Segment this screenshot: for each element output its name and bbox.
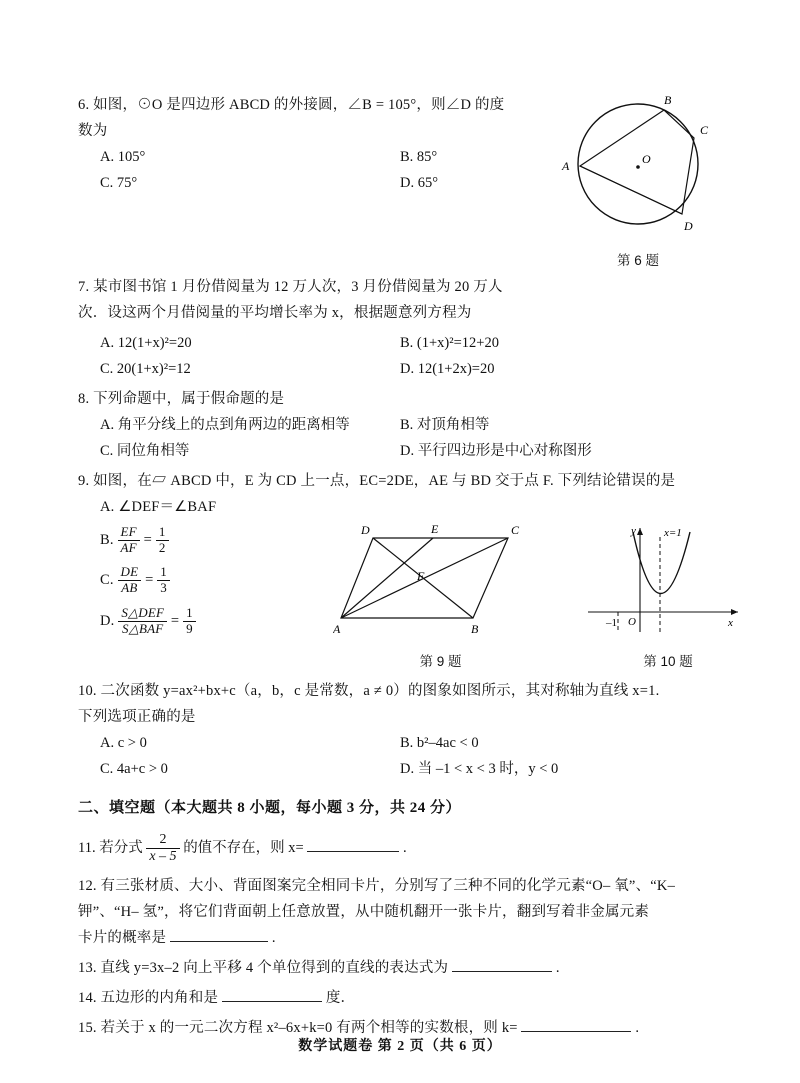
q10-option-b[interactable]: B. b²–4ac < 0 — [400, 735, 479, 751]
q11-fraction: $\frac{2}{x - 5}$ — [146, 832, 179, 865]
svg-text:B: B — [471, 622, 479, 636]
svg-text:O: O — [642, 152, 651, 166]
q7-options-row2 — [78, 356, 722, 382]
question-14 — [78, 985, 722, 1011]
figure-question-9 — [333, 520, 548, 669]
q8-option-b[interactable]: B. 对顶角相等 — [400, 417, 490, 433]
q6-option-b[interactable]: B. 85° — [400, 149, 438, 165]
q9-option-b-value: $\frac{1}{2}$ — [156, 525, 169, 556]
q9-option-b[interactable]: B. $\frac{EF}{AF}$ = $\frac{1}{2}$ — [78, 520, 722, 560]
q11-suffix: 的值不存在，则 x= — [183, 840, 304, 856]
svg-text:x: x — [728, 617, 733, 629]
q7-stem-line1: 7. 某市图书馆 1 月份借阅量为 12 万人次，3 月份借阅量为 20 万人 — [78, 279, 503, 295]
parallelogram-diagram — [333, 520, 548, 645]
q8-options-row1 — [78, 412, 722, 438]
q6-stem-line2: 数为 — [78, 123, 108, 139]
q8-options-row2 — [78, 438, 722, 464]
page-content — [78, 92, 733, 1045]
q9-option-a[interactable]: A. ∠DEF＝∠BAF — [100, 499, 217, 515]
q9-option-d-fraction: $\frac{\text{S△DEF}}{\text{S△BAF}}$ — [118, 606, 167, 637]
q14-answer-blank[interactable] — [222, 985, 322, 1002]
q10-stem-line1: 10. 二次函数 y=ax²+bx+c（a，b，c 是常数，a ≠ 0）的图象如图所示，其对称轴为直线 x=1. — [78, 683, 660, 699]
q11-prefix: 11. 若分式 — [78, 840, 143, 856]
svg-text:E: E — [431, 522, 439, 536]
q8-option-c[interactable]: C. 同位角相等 — [100, 443, 190, 459]
q6-stem-line1: 6. 如图，⊙O 是四边形 ABCD 的外接圆，∠B = 105°，则∠D 的度 — [78, 97, 505, 113]
question-10 — [78, 678, 722, 782]
svg-text:–1: –1 — [606, 617, 617, 629]
q15-answer-blank[interactable] — [521, 1015, 631, 1032]
q9-option-d[interactable]: D. $\frac{\text{S△DEF}}{\text{S△BAF}}$ = $\frac{1}{9}$ — [78, 600, 722, 642]
q9-option-c[interactable]: C. $\frac{DE}{AB}$ = $\frac{1}{3}$ — [78, 560, 722, 600]
q6-option-d[interactable]: D. 65° — [400, 175, 439, 191]
question-9 — [78, 468, 733, 669]
page-footer: 数学试题卷 第 2 页（共 6 页） — [298, 1039, 502, 1054]
question-6 — [78, 92, 722, 270]
q7-option-a[interactable]: A. 12(1+x)²=20 — [100, 335, 192, 351]
q11-answer-blank[interactable] — [307, 835, 399, 852]
question-7-options — [78, 330, 722, 382]
q12-line1: 12. 有三张材质、大小、背面图案完全相同卡片，分别写了三种不同的化学元素“O– 氧”、“K– — [78, 878, 676, 894]
q10-stem-line2: 下列选项正确的是 — [78, 709, 196, 725]
svg-text:F: F — [417, 569, 425, 583]
q12-line3: 卡片的概率是 . — [78, 925, 722, 951]
q13-line1: 13. 直线 y=3x–2 向上平移 4 个单位得到的直线的表达式为 . — [78, 955, 722, 981]
svg-text:A: A — [333, 622, 341, 636]
section-fill-blank-title: 二、填空题（本大题共 8 小题，每小题 3 分，共 24 分） — [78, 800, 462, 816]
q9-option-b-fraction: $\frac{EF}{AF}$ — [118, 525, 140, 556]
q8-option-a[interactable]: A. 角平分线上的点到角两边的距离相等 — [100, 417, 350, 433]
q7-options-row1 — [78, 330, 722, 356]
svg-text:C: C — [511, 523, 520, 537]
q10-figure-caption: 第 10 题 — [643, 654, 693, 669]
figure-question-6 — [554, 92, 722, 267]
q7-option-d[interactable]: D. 12(1+2x)=20 — [400, 361, 495, 377]
q9-stem: 9. 如图，在▱ ABCD 中，E 为 CD 上一点，EC=2DE，AE 与 BD 交于点 F. 下列结论错误的是 — [78, 473, 676, 489]
question-12 — [78, 873, 722, 951]
q6-figure-caption: 第 6 题 — [616, 253, 659, 268]
svg-text:y: y — [631, 525, 636, 537]
q12-answer-blank[interactable] — [170, 925, 268, 942]
question-11 — [78, 827, 722, 869]
q7-stem-line2: 次．设这两个月借阅量的平均增长率为 x，根据题意列方程为 — [78, 305, 472, 321]
q6-option-a[interactable]: A. 105° — [100, 149, 146, 165]
svg-text:D: D — [684, 219, 693, 233]
q8-stem: 8. 下列命题中，属于假命题的是 — [78, 391, 285, 407]
q9-option-c-value: $\frac{1}{3}$ — [157, 565, 170, 596]
svg-text:B: B — [664, 93, 672, 107]
q10-options-row1 — [78, 730, 722, 756]
q9-option-c-fraction: $\frac{DE}{AB}$ — [118, 565, 142, 596]
question-13 — [78, 955, 722, 981]
q7-option-c[interactable]: C. 20(1+x)²=12 — [100, 361, 191, 377]
q10-option-a[interactable]: A. c > 0 — [100, 735, 147, 751]
question-8 — [78, 386, 722, 464]
q9-figure-caption: 第 9 题 — [419, 654, 462, 669]
svg-text:D: D — [361, 523, 370, 537]
q6-option-c[interactable]: C. 75° — [100, 175, 138, 191]
q8-option-d[interactable]: D. 平行四边形是中心对称图形 — [400, 443, 592, 459]
q9-option-d-value: $\frac{1}{9}$ — [183, 606, 196, 637]
svg-text:C: C — [700, 123, 709, 137]
figure-question-10 — [578, 520, 758, 669]
q14-line1: 14. 五边形的内角和是 度． — [78, 985, 722, 1011]
svg-text:A: A — [562, 159, 570, 173]
q15-line1: 15. 若关于 x 的一元二次方程 x²–6x+k=0 有两个相等的实数根，则 k= . — [78, 1015, 722, 1041]
q12-line2: 钾”、“H– 氢”，将它们背面朝上任意放置，从中随机翻开一张卡片，翻到写着非金属元素 — [78, 904, 650, 920]
q11-tail: . — [403, 840, 407, 856]
circle-quadrilateral-diagram — [554, 92, 722, 244]
q10-option-c[interactable]: C. 4a+c > 0 — [100, 761, 168, 777]
q13-answer-blank[interactable] — [452, 955, 552, 972]
svg-text:O: O — [628, 616, 636, 628]
svg-text:x=1: x=1 — [664, 527, 682, 539]
q10-option-d[interactable]: D. 当 –1 < x < 3 时，y < 0 — [400, 761, 559, 777]
question-7 — [78, 274, 548, 326]
q10-options-row2 — [78, 756, 722, 782]
parabola-diagram — [578, 520, 753, 645]
q7-option-b[interactable]: B. (1+x)²=12+20 — [400, 335, 499, 351]
